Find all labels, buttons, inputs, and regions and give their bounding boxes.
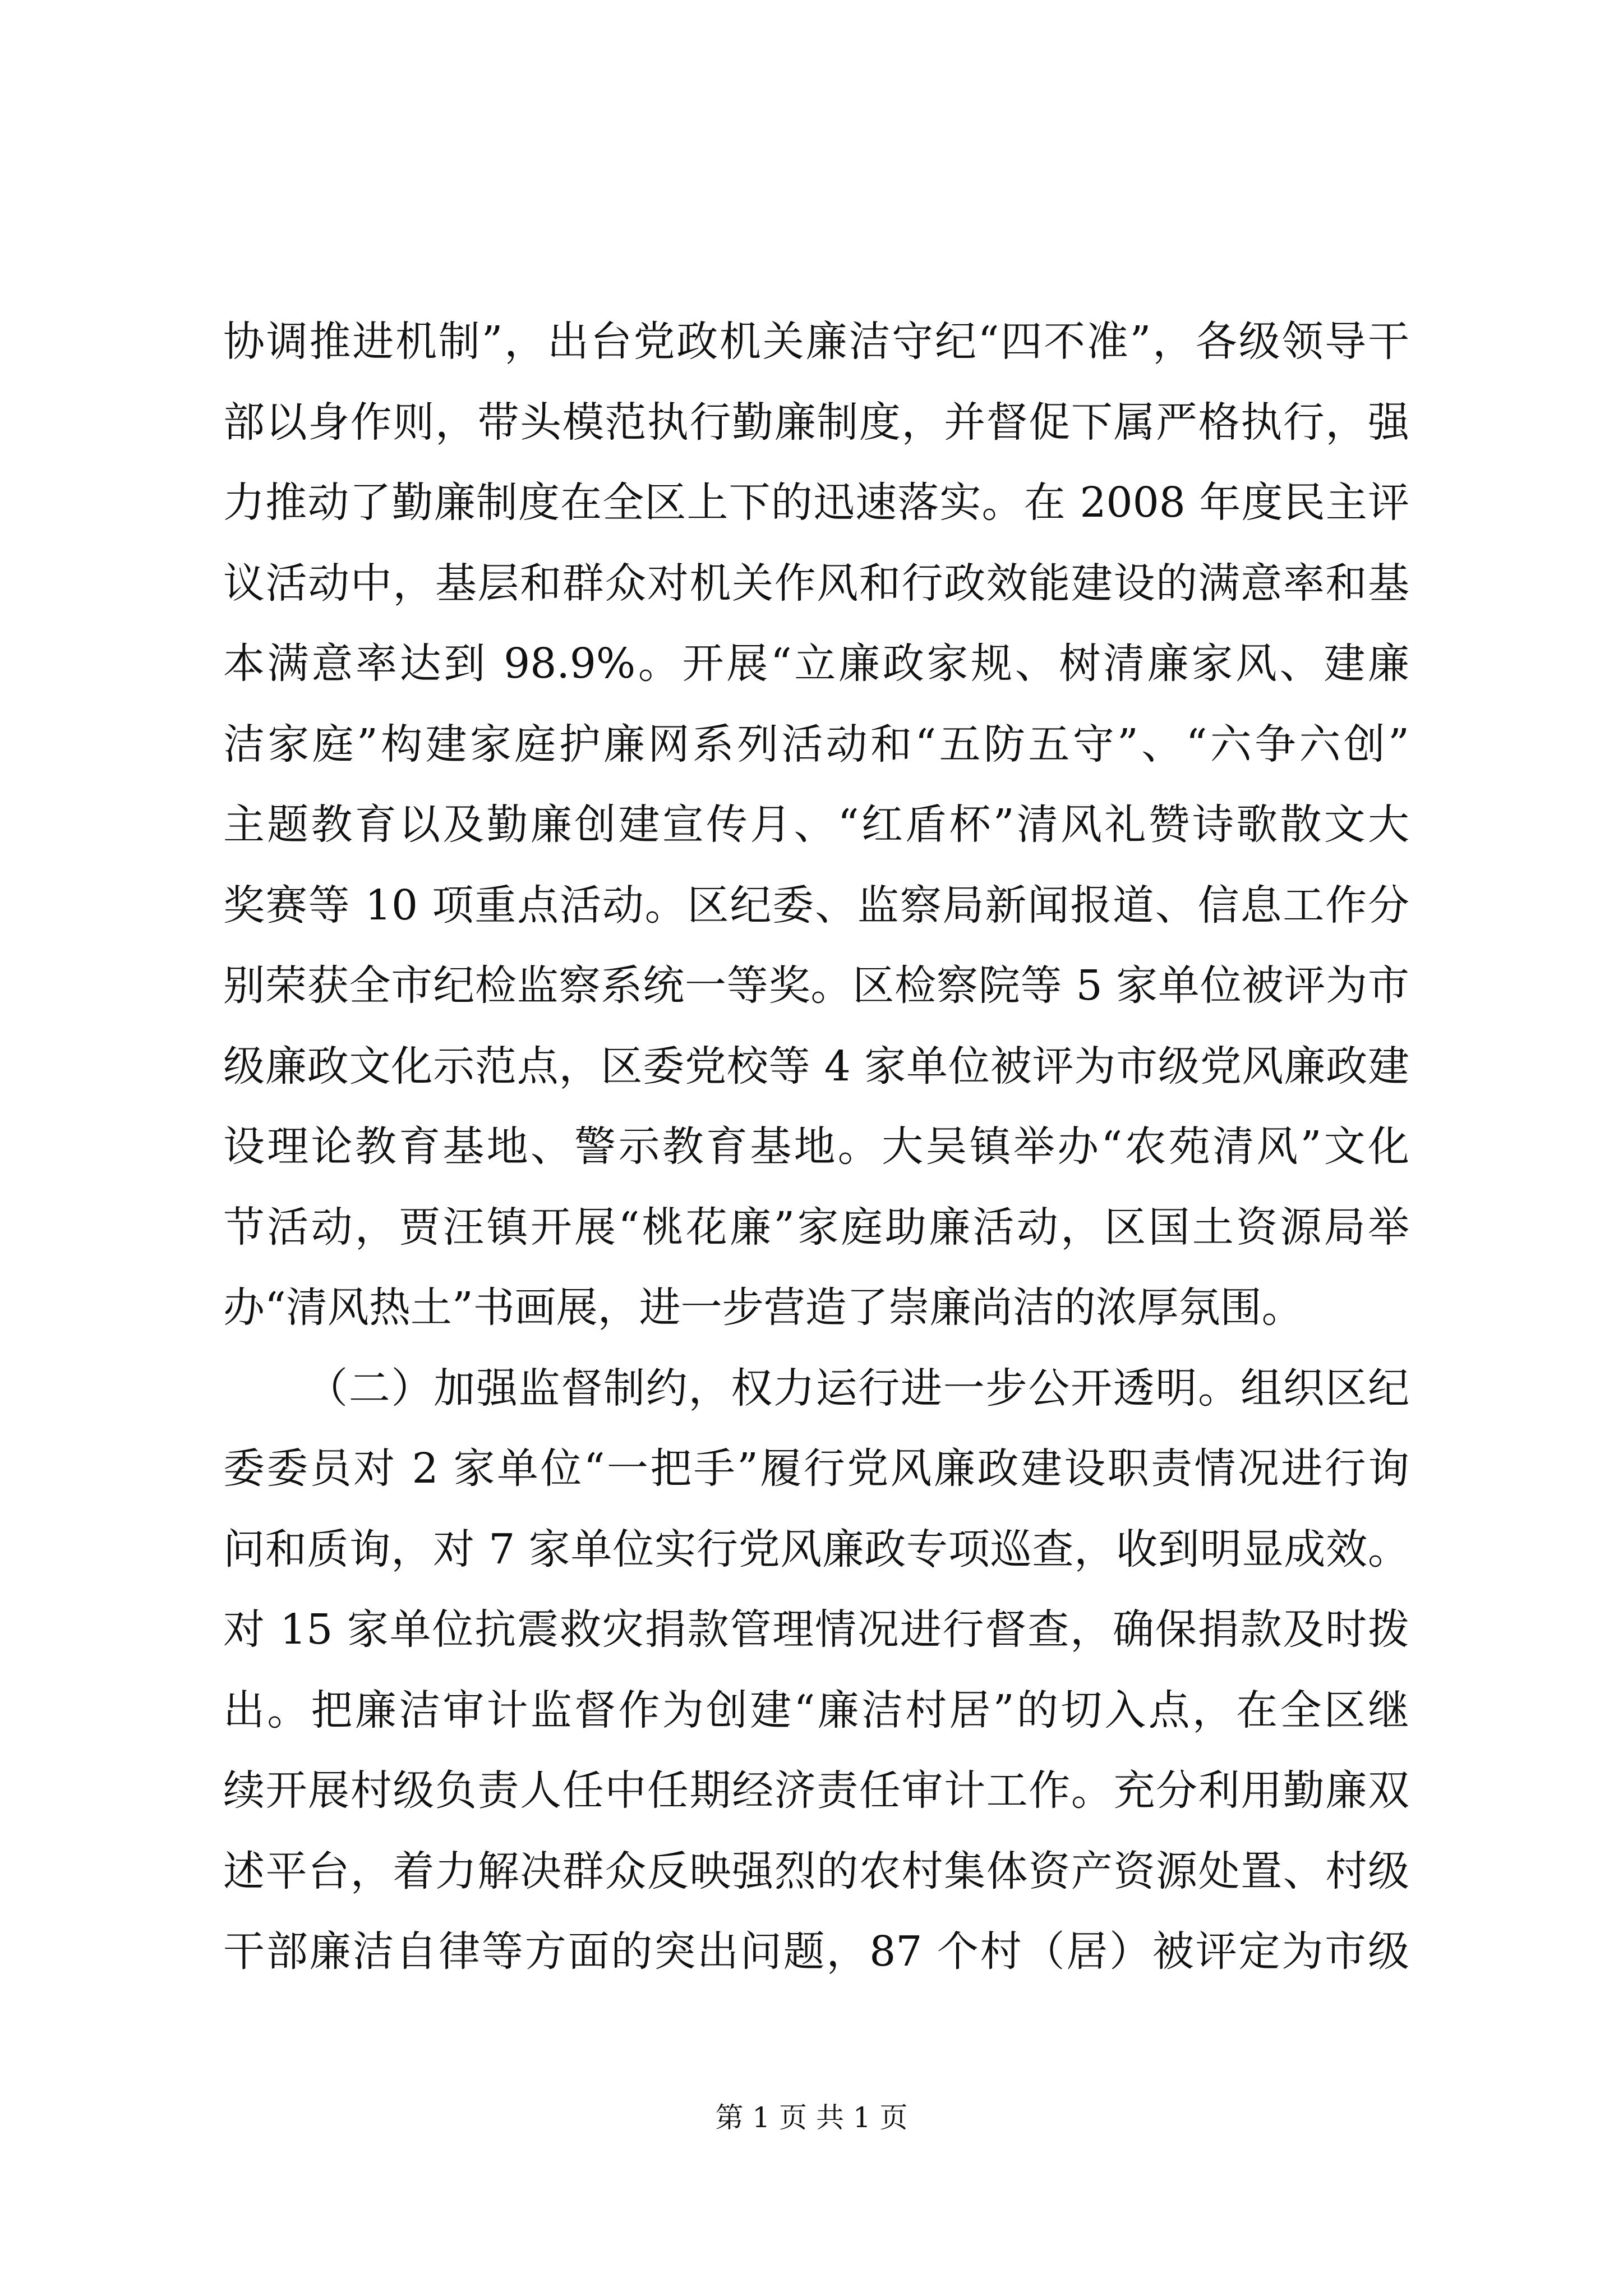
text-line: 办“清风热土”书画展，进一步营造了崇廉尚洁的浓厚氛围。 — [223, 1283, 1303, 1332]
text-line: 对 15 家单位抗震救灾捐款管理情况进行督查，确保捐款及时拨 — [223, 1605, 1409, 1654]
text-line: 委委员对 2 家单位“一把手”履行党风廉政建设职责情况进行询 — [223, 1444, 1409, 1493]
text-line: 问和质询，对 7 家单位实行党风廉政专项巡查，收到明显成效。 — [223, 1525, 1409, 1573]
text-line: 干部廉洁自律等方面的突出问题，87 个村（居）被评定为市级 — [223, 1927, 1409, 1976]
page-number-footer: 第 1 页 共 1 页 — [715, 2101, 908, 2134]
text-line: 级廉政文化示范点，区委党校等 4 家单位被评为市级党风廉政建 — [223, 1042, 1409, 1091]
text-line: 部以身作则，带头模范执行勤廉制度，并督促下属严格执行，强 — [223, 398, 1409, 447]
text-line: 述平台，着力解决群众反映强烈的农村集体资产资源处置、村级 — [223, 1847, 1409, 1895]
section-heading-line: （二）加强监督制约，权力运行进一步公开透明。组织区纪 — [306, 1364, 1409, 1412]
text-line: 设理论教育基地、警示教育基地。大吴镇举办“农苑清风”文化 — [223, 1122, 1409, 1171]
text-line: 别荣获全市纪检监察系统一等奖。区检察院等 5 家单位被评为市 — [223, 961, 1409, 1010]
text-line: 议活动中，基层和群众对机关作风和行政效能建设的满意率和基 — [223, 559, 1409, 608]
text-line: 节活动，贾汪镇开展“桃花廉”家庭助廉活动，区国土资源局举 — [223, 1203, 1409, 1251]
text-line: 协调推进机制”，出台党政机关廉洁守纪“四不准”，各级领导干 — [223, 318, 1409, 366]
text-line: 续开展村级负责人任中任期经济责任审计工作。充分利用勤廉双 — [223, 1766, 1409, 1815]
text-line: 奖赛等 10 项重点活动。区纪委、监察局新闻报道、信息工作分 — [223, 881, 1409, 930]
text-line: 本满意率达到 98.9%。开展“立廉政家规、树清廉家风、建廉 — [223, 639, 1409, 688]
text-line: 主题教育以及勤廉创建宣传月、“红盾杯”清风礼赞诗歌散文大 — [223, 800, 1409, 849]
text-line: 出。把廉洁审计监督作为创建“廉洁村居”的切入点，在全区继 — [223, 1686, 1409, 1734]
text-line: 洁家庭”构建家庭护廉网系列活动和“五防五守”、“六争六创” — [223, 720, 1409, 769]
text-line: 力推动了勤廉制度在全区上下的迅速落实。在 2008 年度民主评 — [223, 478, 1409, 527]
document-body — [223, 302, 1409, 1993]
